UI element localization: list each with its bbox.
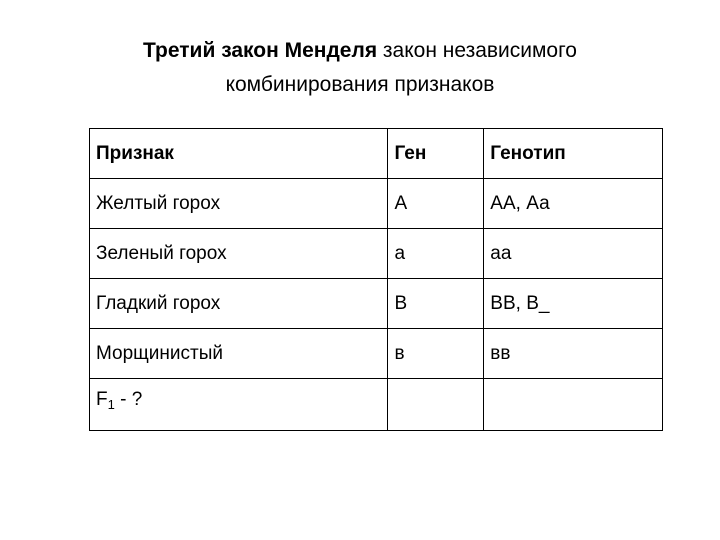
header-gene: Ген: [388, 129, 484, 179]
title-bold-part: Третий закон Менделя: [143, 39, 378, 62]
table-row: [90, 179, 663, 229]
cell-gene: А: [388, 179, 484, 229]
cell-gene: а: [388, 229, 484, 279]
cell-gene: В: [388, 279, 484, 329]
header-genotype: Генотип: [484, 129, 663, 179]
cell-genotype: ВВ, В_: [484, 279, 663, 329]
header-trait: Признак: [90, 129, 388, 179]
f-letter: F: [96, 389, 108, 410]
f-rest: - ?: [114, 389, 143, 410]
cell-gene-empty: [388, 379, 484, 431]
cell-genotype-empty: [484, 379, 663, 431]
f-subscript: 1: [107, 397, 115, 412]
mendel-table: [89, 128, 663, 431]
table-row-f1: [90, 379, 663, 431]
cell-trait: Желтый горох: [90, 179, 388, 229]
slide-title: [0, 34, 720, 102]
cell-genotype: АА, Аа: [484, 179, 663, 229]
table-header-row: [90, 129, 663, 179]
title-line-2: комбинирования признаков: [225, 73, 495, 96]
cell-trait: Гладкий горох: [90, 279, 388, 329]
title-line-1: [0, 34, 720, 68]
table-row: [90, 229, 663, 279]
cell-trait: Зеленый горох: [90, 229, 388, 279]
table-row: [90, 279, 663, 329]
cell-trait: Морщинистый: [90, 329, 388, 379]
cell-gene: в: [388, 329, 484, 379]
table-row: [90, 329, 663, 379]
title-rest: закон независимого: [377, 39, 577, 62]
cell-genotype: вв: [484, 329, 663, 379]
cell-genotype: аа: [484, 229, 663, 279]
cell-f1-question: [90, 379, 388, 431]
